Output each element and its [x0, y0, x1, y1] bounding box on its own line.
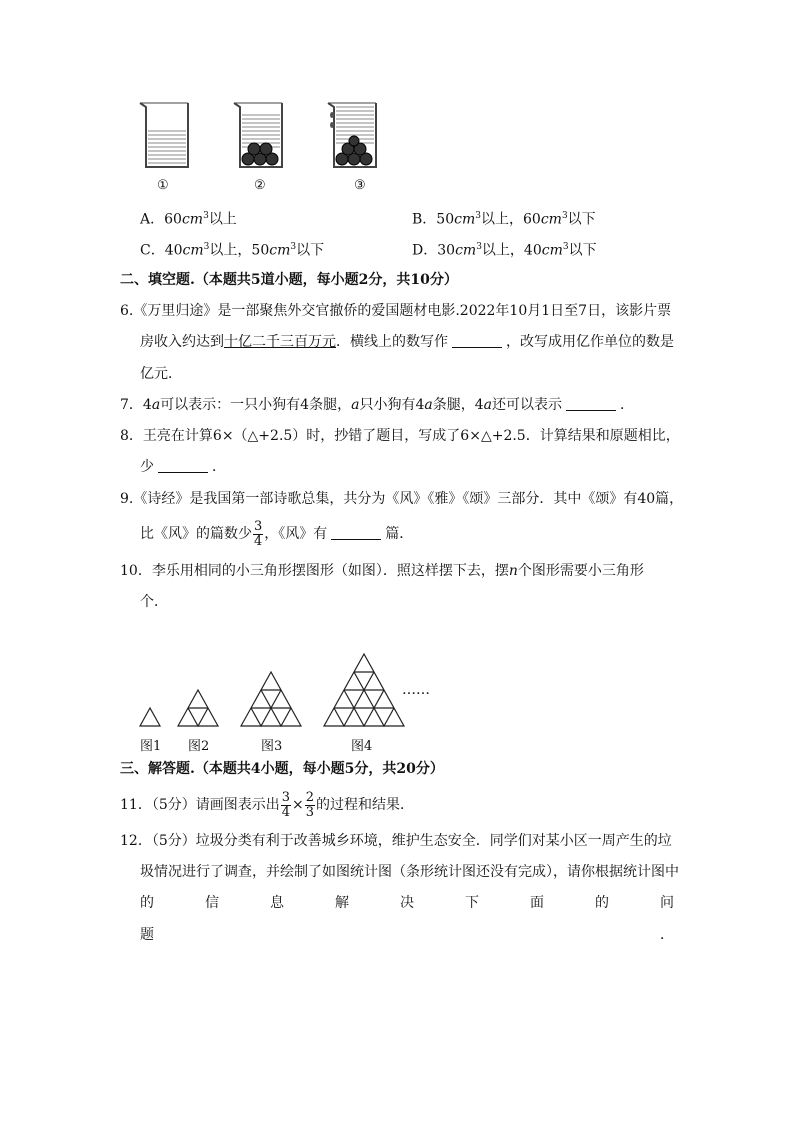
beaker-2 — [234, 103, 282, 167]
q12-line-4: 题 ． — [140, 927, 674, 943]
q9-fraction: $\frac{3}{4}$ — [254, 518, 263, 549]
q10-line-2: 个． — [140, 594, 168, 610]
q11-fraction-1: $\frac{3}{4}$ — [281, 789, 291, 820]
q12-line-2: 圾情况进行了调查，并绘制了如图统计图（条形统计图还没有完成），请你根据统计图中 — [140, 864, 679, 880]
q7-blank[interactable] — [566, 396, 616, 411]
fig-label-3: 图3 — [261, 739, 283, 754]
option-d: D．$30cm^3$以上，$40cm^3$以下 — [412, 242, 597, 259]
option-c: C．$40cm^3$以上，$50cm^3$以下 — [140, 242, 325, 259]
q12-line-1: 12．（5分）垃圾分类有利于改善城乡环境，维护生态安全．同学们对某小区一周产生的垃 — [120, 833, 672, 849]
q8-line-1: 8．王亮在计算6×（△+2.5）时，抄错了题目，写成了6×△+2.5．计算结果和原题相比， — [120, 428, 680, 444]
option-a: A．$60cm^3$以上 — [140, 211, 237, 228]
option-b: B．$50cm^3$以上，$60cm^3$以下 — [412, 211, 596, 228]
q8-line-2: 少 ． — [140, 459, 226, 475]
q10-line-1: 10．李乐用相同的小三角形摆图形（如图）．照这样摆下去，摆n个图形需要小三角形 — [120, 563, 644, 579]
figures-ellipsis: …… — [402, 682, 430, 698]
q9-line-2: 比《风》的篇数少 $\frac{3}{4}$ ，《风》有 篇． — [140, 518, 414, 549]
q8-blank[interactable] — [158, 458, 208, 473]
q11-line: 11．（5分）请画图表示出 $\frac{3}{4}$ × $\frac{2}{3}$ 的过程和结果． — [120, 789, 415, 820]
fig-label-1: 图1 — [140, 739, 162, 754]
q6-line-1: 6.《万里归途》是一部聚焦外交官撤侨的爱国题材电影.2022年10月1日至7日，该影片票 — [120, 303, 672, 319]
beaker-label-2: ② — [254, 178, 266, 193]
q6-line-2: 房收入约达到十亿二千三百万元．横线上的数写作 ，改写成用亿作单位的数是 — [140, 334, 674, 350]
q6-line-3: 亿元． — [140, 366, 182, 382]
beaker-label-1: ① — [157, 178, 169, 193]
fig-label-2: 图2 — [188, 739, 210, 754]
beakers-figure — [130, 95, 400, 175]
q9-blank[interactable] — [331, 525, 381, 540]
section-2-title: 二、填空题.（本题共5道小题，每小题2分，共10分） — [120, 272, 458, 288]
q11-fraction-2: $\frac{2}{3}$ — [305, 789, 315, 820]
q9-line-1: 9.《诗经》是我国第一部诗歌总集，共分为《风》《雅》《颂》三部分．其中《颂》有40篇， — [120, 491, 684, 507]
q6-blank-1[interactable] — [452, 333, 502, 348]
beaker-3 — [328, 103, 376, 167]
section-3-title: 三、解答题.（本题共4小题，每小题5分，共20分） — [120, 761, 444, 777]
fig-label-4: 图4 — [351, 739, 373, 754]
q7-line: 7．4a可以表示：一只小狗有4条腿，a只小狗有4a条腿，4a还可以表示 ． — [120, 397, 635, 413]
beaker-1 — [140, 103, 188, 167]
q12-line-3: 的 信 息 解 决 下 面 的 问 — [140, 895, 674, 911]
triangle-figures — [135, 648, 445, 730]
beaker-label-3: ③ — [354, 178, 366, 193]
